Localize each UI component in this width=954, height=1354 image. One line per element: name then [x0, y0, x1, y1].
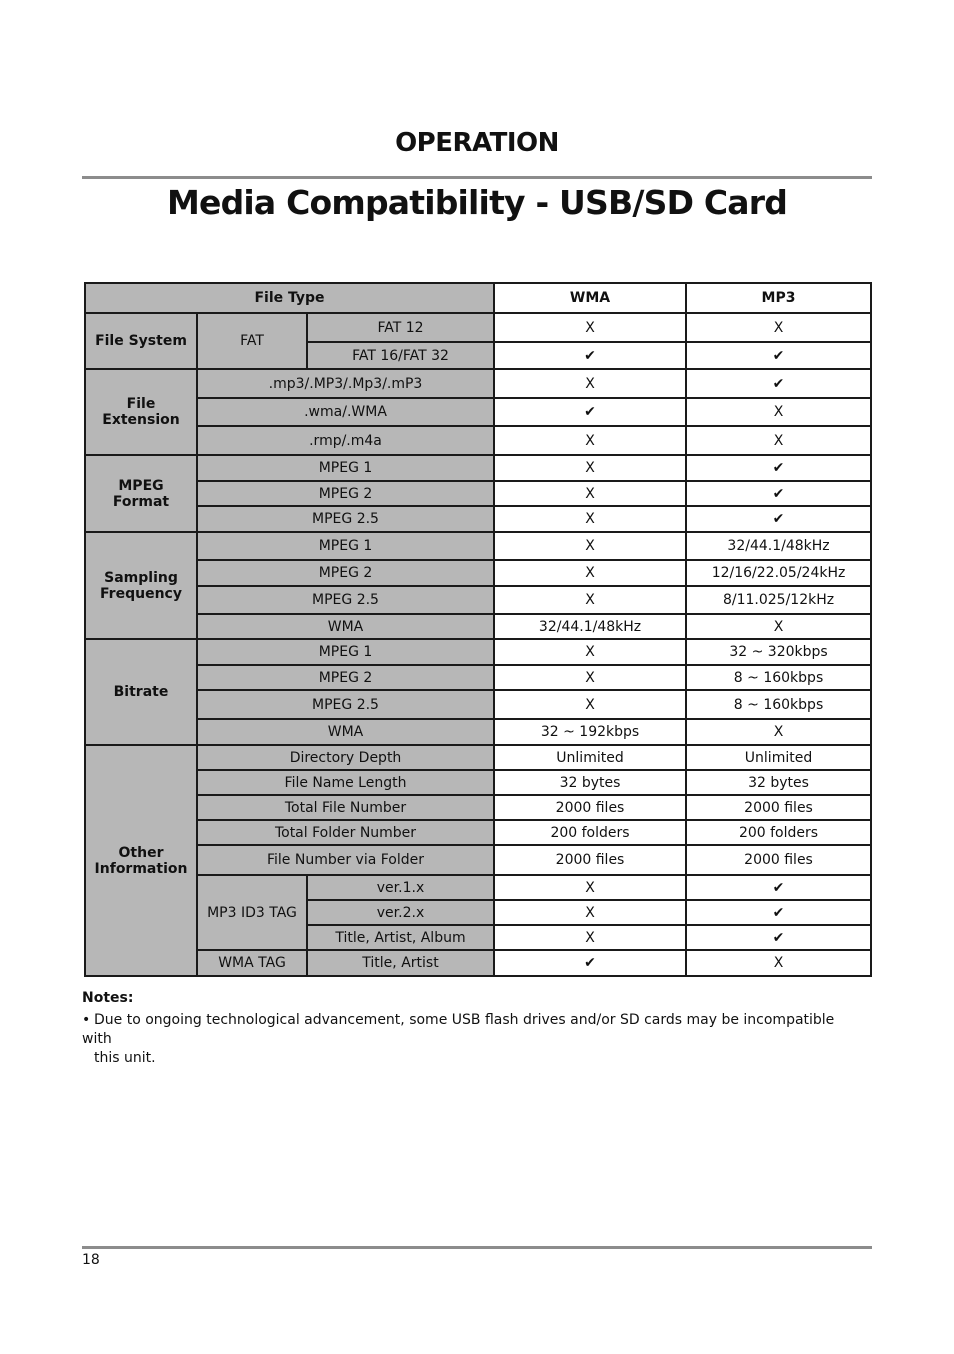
sub-mp3-id3-tag: MP3 ID3 TAG	[197, 875, 307, 950]
cell-wma: X	[494, 925, 686, 950]
row-label: MPEG 2.5	[197, 586, 494, 614]
table-row	[85, 820, 871, 845]
cell-mp3: X	[686, 426, 871, 455]
cell-mp3: ✔	[686, 481, 871, 506]
cell-mp3: ✔	[686, 369, 871, 398]
sub-fat: FAT	[197, 313, 307, 369]
table-row	[85, 690, 871, 719]
table-row	[85, 506, 871, 532]
cell-wma: 32/44.1/48kHz	[494, 614, 686, 639]
table-row	[85, 745, 871, 770]
notes-heading: Notes:	[82, 990, 134, 1006]
table-row	[85, 770, 871, 795]
row-label: Title, Artist, Album	[307, 925, 494, 950]
page-number: 18	[82, 1252, 100, 1268]
table-row	[85, 639, 871, 665]
cell-wma: X	[494, 369, 686, 398]
table-row	[85, 560, 871, 586]
cell-mp3: 32 ~ 320kbps	[686, 639, 871, 665]
group-label-line: Information	[94, 860, 188, 877]
cell-wma: 2000 files	[494, 795, 686, 820]
cell-mp3: ✔	[686, 342, 871, 369]
group-label-line: Format	[112, 493, 170, 510]
cell-wma: 2000 files	[494, 845, 686, 875]
cell-wma: X	[494, 690, 686, 719]
row-label: ver.2.x	[307, 900, 494, 925]
table-row	[85, 313, 871, 342]
group-label-line: Sampling	[104, 569, 178, 586]
group-other-information	[85, 745, 197, 976]
row-label: Total File Number	[197, 795, 494, 820]
cell-wma: X	[494, 506, 686, 532]
header-file-type: File Type	[85, 283, 494, 313]
table-row	[85, 719, 871, 745]
row-label: ver.1.x	[307, 875, 494, 900]
cell-mp3: ✔	[686, 455, 871, 481]
table-row	[85, 426, 871, 455]
row-label: File Name Length	[197, 770, 494, 795]
cell-mp3: 8 ~ 160kbps	[686, 665, 871, 690]
row-label: FAT 16/FAT 32	[307, 342, 494, 369]
cell-mp3: X	[686, 719, 871, 745]
cell-mp3: 32 bytes	[686, 770, 871, 795]
group-mpeg-format	[85, 455, 197, 532]
cell-mp3: ✔	[686, 925, 871, 950]
table-row	[85, 481, 871, 506]
row-label: Title, Artist	[307, 950, 494, 976]
row-label: MPEG 1	[197, 639, 494, 665]
cell-wma: ✔	[494, 398, 686, 426]
cell-wma: X	[494, 455, 686, 481]
row-label: Directory Depth	[197, 745, 494, 770]
header-divider	[82, 176, 872, 179]
cell-mp3: ✔	[686, 506, 871, 532]
cell-mp3: ✔	[686, 900, 871, 925]
compatibility-table	[84, 282, 872, 977]
cell-wma: ✔	[494, 342, 686, 369]
note-text-continued: this unit.	[94, 1050, 156, 1066]
cell-wma: 32 ~ 192kbps	[494, 719, 686, 745]
row-label: .wma/.WMA	[197, 398, 494, 426]
row-label: Total Folder Number	[197, 820, 494, 845]
notes-body	[82, 1011, 842, 1068]
sub-wma-tag: WMA TAG	[197, 950, 307, 976]
cell-mp3: 32/44.1/48kHz	[686, 532, 871, 560]
table-row	[85, 845, 871, 875]
note-item	[82, 1011, 842, 1049]
cell-wma: X	[494, 900, 686, 925]
row-label: MPEG 1	[197, 532, 494, 560]
row-label: MPEG 2	[197, 481, 494, 506]
table-row	[85, 614, 871, 639]
row-label: WMA	[197, 719, 494, 745]
cell-mp3: 200 folders	[686, 820, 871, 845]
cell-wma: X	[494, 560, 686, 586]
table-row	[85, 398, 871, 426]
cell-wma: X	[494, 532, 686, 560]
table-row	[85, 455, 871, 481]
cell-wma: 200 folders	[494, 820, 686, 845]
cell-wma: X	[494, 313, 686, 342]
cell-wma: X	[494, 639, 686, 665]
cell-mp3: X	[686, 950, 871, 976]
table-header-row	[85, 283, 871, 313]
group-sampling-frequency	[85, 532, 197, 639]
cell-wma: X	[494, 426, 686, 455]
section-title: OPERATION	[395, 128, 559, 158]
group-label-line: Extension	[102, 412, 180, 428]
group-label-line: Frequency	[100, 585, 182, 602]
group-file-extension	[85, 369, 197, 455]
row-label: MPEG 2.5	[197, 690, 494, 719]
row-label: MPEG 2	[197, 560, 494, 586]
header-wma: WMA	[494, 283, 686, 313]
cell-mp3: Unlimited	[686, 745, 871, 770]
cell-mp3: 2000 files	[686, 795, 871, 820]
cell-wma: X	[494, 586, 686, 614]
table-row	[85, 532, 871, 560]
row-label: FAT 12	[307, 313, 494, 342]
cell-wma: X	[494, 665, 686, 690]
cell-mp3: 12/16/22.05/24kHz	[686, 560, 871, 586]
row-label: .mp3/.MP3/.Mp3/.mP3	[197, 369, 494, 398]
cell-mp3: 8/11.025/12kHz	[686, 586, 871, 614]
cell-wma: Unlimited	[494, 745, 686, 770]
table-row	[85, 950, 871, 976]
row-label: MPEG 1	[197, 455, 494, 481]
cell-mp3: X	[686, 398, 871, 426]
cell-wma: X	[494, 875, 686, 900]
page-title: Media Compatibility - USB/SD Card	[166, 183, 788, 222]
table-row	[85, 586, 871, 614]
row-label: .rmp/.m4a	[197, 426, 494, 455]
table-row	[85, 369, 871, 398]
cell-mp3: 2000 files	[686, 845, 871, 875]
row-label: MPEG 2.5	[197, 506, 494, 532]
table-row	[85, 875, 871, 900]
table-row	[85, 795, 871, 820]
cell-wma: X	[494, 481, 686, 506]
row-label: MPEG 2	[197, 665, 494, 690]
footer-divider	[82, 1246, 872, 1249]
group-label-line: Other	[118, 844, 164, 861]
group-bitrate: Bitrate	[85, 639, 197, 745]
group-file-system: File System	[85, 313, 197, 369]
cell-mp3: 8 ~ 160kbps	[686, 690, 871, 719]
note-text: Due to ongoing technological advancement, some USB flash drives and/or SD cards may be incompatible with	[82, 1012, 835, 1047]
group-label-line: MPEG	[118, 477, 164, 494]
table-row	[85, 665, 871, 690]
bullet-icon: •	[82, 1012, 91, 1028]
cell-wma: ✔	[494, 950, 686, 976]
cell-wma: 32 bytes	[494, 770, 686, 795]
row-label: WMA	[197, 614, 494, 639]
cell-mp3: ✔	[686, 875, 871, 900]
cell-mp3: X	[686, 614, 871, 639]
header-mp3: MP3	[686, 283, 871, 313]
group-label-line: File	[126, 396, 156, 412]
cell-mp3: X	[686, 313, 871, 342]
row-label: File Number via Folder	[197, 845, 494, 875]
